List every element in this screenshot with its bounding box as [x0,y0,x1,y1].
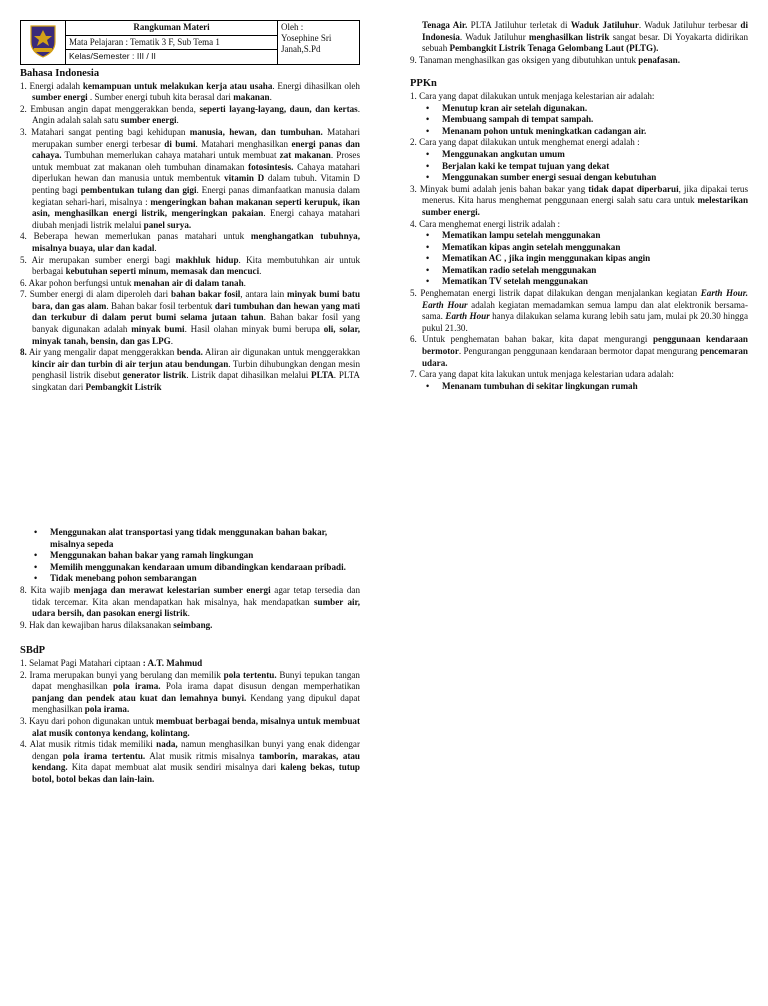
header-subject: Mata Pelajaran : Tematik 3 F, Sub Tema 1 [66,35,278,50]
list-item: • Menggunakan bahan bakar yang ramah lingkungan [50,550,360,562]
list-item: • Memilih menggunakan kendaraan umum dibandingkan kendaraan pribadi. [50,562,360,574]
right-column [410,20,748,392]
list-item: • Mematikan kipas angin setelah menggunakan [442,242,748,254]
bahasa-item-6: 6. Akar pohon berfungsi untuk menahan air di dalam tanah. [20,277,246,288]
bahasa-item-4: 4. Beberapa hewan memerlukan panas matahari untuk menghangatkan tubuhnya, misalnya buaya, ular dan kadal. [20,231,360,253]
sbdp-item-1: 1. Selamat Pagi Matahari ciptaan : A.T. Mahmud [20,657,203,668]
list-item: • Mematikan AC , jika ingin menggunakan kipas angin [442,253,748,265]
list-item: • Menggunakan sumber energi sesuai dengan kebutuhan [442,172,748,184]
ppkn-item-7: 7. Cara yang dapat kita lakukan untuk menjaga kelestarian udara adalah: [410,369,674,380]
list-item: • Menggunakan angkutan umum [442,149,748,161]
header-author [278,21,360,65]
list-item: • Membuang sampah di tempat sampah. [442,114,748,126]
sbdp-item-4: 4. Alat musik ritmis tidak memiliki nada, namun menghasilkan bunyi yang enak didengar dengan pola irama tertentu. Alat musik ritmis misalnya tamborin, marakas, atau kendang. Kita dapat membuat alat musik sendiri misalnya dari kaleng bekas, tutup botol, botol bekas dan lain-lain. [20,739,360,784]
list-item: • Menanam tumbuhan di sekitar lingkungan rumah [442,381,748,393]
left-column-top [20,20,360,394]
list-item: • Menanam pohon untuk meningkatkan cadangan air. [442,126,748,138]
school-crest-icon [28,24,58,58]
ppkn-q7-list [410,381,748,393]
bahasa-item-7: 7. Sumber energi di alam diperoleh dari bahan bakar fosil, antara lain minyak bumi batu bara, dan gas alam. Bahan bakar fosil terbentuk dari tumbuhan dan hewan yang mati dan terkubur di dalam perut bumi selama jutaan tahun. Bahan bakar fosil yang banyak digunakan adalah minyak bumi. Hasil olahan minyak bumi berupa oli, solar, minyak tanah, bensin, dan gas LPG. [20,289,360,346]
ppkn-q2-list [410,149,748,184]
list-item: • Mematikan lampu setelah menggunakan [442,230,748,242]
section-title-ppkn: PPKn [410,78,437,90]
bahasa-item-8: 8. Air yang mengalir dapat menggerakkan benda. Aliran air digunakan untuk menggerakkan kincir air dan turbin di air terjun atau bendungan. Turbin dihubungkan dengan mesin penghasil listrik disebut generator listrik. Listrik dapat dihasilkan melalui PLTA. PLTA singkatan dari Pembangkit Listrik [20,347,361,393]
left-column-bottom [20,527,360,785]
ppkn-item-8: 8. Kita wajib menjaga dan merawat kelestarian sumber energi agar tetap tersedia dan tidak tercemar. Kita akan mendapatkan hak misalnya, hak mendapatkan sumber air, udara bersih, dan pasokan energi listrik. [20,584,360,619]
ppkn-item-1: 1. Cara yang dapat dilakukan untuk menjaga kelestarian air adalah: [410,90,655,101]
header-table [20,20,360,65]
bahasa-item-5: 5. Air merupakan sumber energi bagi makhluk hidup. Kita membutuhkan air untuk berbagai kebutuhan seperti minum, memasak dan mencuci. [20,254,360,277]
ppkn-q1-list [410,103,748,138]
header-class: Kelas/Semester : III / II [66,50,278,65]
bahasa-item-8-continued: Tenaga Air. PLTA Jatiluhur terletak di Waduk Jatiluhur. Waduk Jatiluhur terbesar di Indonesia. Waduk Jatiluhur menghasilkan listrik sangat besar. Di Yoyakarta didirikan sebuah Pembangkit Listrik Tenaga Gelombang Laut (PLTG). [422,20,748,54]
section-title-bahasa: Bahasa Indonesia [20,68,100,79]
sbdp-item-2: 2. Irama merupakan bunyi yang berulang dan memilik pola tertentu. Bunyi tepukan tangan dapat menghasilkan pola irama. Pola irama dapat disusun dengan memperhatikan panjang dan pendek atau kuat dan lemahnya bunyi. Kendang yang dipukul dapat menghasilkan pola irama. [20,669,360,715]
list-item: • Mematikan TV setelah menggunakan [442,276,748,288]
list-item: • Menutup kran air setelah digunakan. [442,103,748,115]
ppkn-item-3: 3. Minyak bumi adalah jenis bahan bakar yang tidak dapat diperbarui, jika dipakai terus menerus. Kita harus menghemat penggunaan energi salah satu cara untuk melestarikan sumber energi. [410,183,748,217]
section-title-sbdp: SBdP [20,645,46,657]
author-label: Oleh : [281,22,304,32]
bahasa-item-2: 2. Embusan angin dapat menggerakkan benda, seperti layang-layang, daun, dan kertas. Angin adalah salah satu sumber energi. [20,103,360,126]
ppkn-item-4: 4. Cara menghemat energi listrik adalah : [410,218,561,229]
bahasa-item-9: 9. Tanaman menghasilkan gas oksigen yang dibutuhkan untuk penafasan. [410,54,680,65]
header-title: Rangkuman Materi [66,21,278,36]
list-item: • Menggunakan alat transportasi yang tidak menggunakan bahan bakar, misalnya sepeda [50,527,360,550]
ppkn-item-2: 2. Cara yang dapat dilakukan untuk menghemat energi adalah : [410,137,640,148]
ppkn-item-9: 9. Hak dan kewajiban harus dilaksanakan seimbang. [20,619,213,630]
ppkn-item-6: 6. Untuk penghematan bahan bakar, kita dapat mengurangi penggunaan kendaraan bermotor. Pengurangan penggunaan kendaraan bermotor dapat mengurang pencemaran udara. [410,334,748,368]
bahasa-item-3: 3. Matahari sangat penting bagi kehidupan manusia, hewan, dan tumbuhan. Matahari merupakan sumber energi terbesar di bumi. Matahari menghasilkan energi panas dan cahaya. Tumbuhan memerlukan cahaya matahari untuk membuat zat makanan. Proses untuk membuat zat makanan oleh tumbuhan dinamakan fotosintesis. Cahaya matahari diperlukan hewan dan manusia untuk membentuk vitamin D dalam tubuh. Vitamin D penting bagi pembentukan tulang dan gigi. Energi panas dimanfaatkan manusia dalam kegiatan sehari-hari, misalnya : mengeringkan bahan makanan seperti kerupuk, ikan asin, menghasilkan energi listrik, mengeringkan pakaian. Energi cahaya matahari diubah menjadi listrik melalui panel surya. [20,126,361,230]
ppkn-q4-list [410,230,748,288]
logo-cell [21,21,66,65]
list-item: • Mematikan radio setelah menggunakan [442,265,748,277]
ppkn-q7-list-continued [20,527,360,585]
sbdp-item-3: 3. Kayu dari pohon digunakan untuk membuat berbagai benda, misalnya untuk membuat alat musik contonya kendang, kolintang. [20,715,360,738]
list-item: • Tidak menebang pohon sembarangan [50,573,360,585]
author-name: Yosephine Sri Janah,S.Pd [281,33,332,54]
list-item: • Berjalan kaki ke tempat tujuan yang dekat [442,161,748,173]
bahasa-item-1: 1. Energi adalah kemampuan untuk melakukan kerja atau usaha. Energi dihasilkan oleh sumber energi . Sumber energi tubuh kita berasal dari makanan. [20,80,360,103]
ppkn-item-5: 5. Penghematan energi listrik dapat dilakukan dengan menjalankan kegiatan Earth Hour. Earth Hour adalah kegiatan memadamkan semua lampu dan alat elektronik bersama-sama. Earth Hour hanya dilakukan selama kurang lebih satu jam, mulai pk 20.30 hingga pukul 21.30. [410,288,749,333]
